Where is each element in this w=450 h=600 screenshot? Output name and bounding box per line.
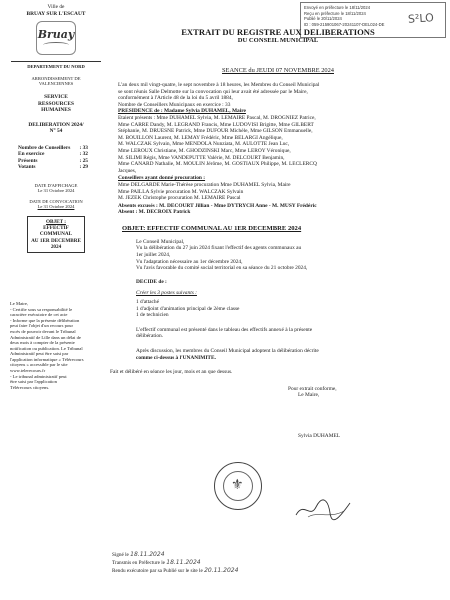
procuration-line: Mme PAILLA Sylvie procuration M. WALCZAK Sylvain <box>118 188 244 195</box>
presents-line: M. BOUILLON Laurent, M. LEMAY Frédéric, Mme BELARGI Angélique, <box>118 134 283 141</box>
main-column <box>110 4 446 440</box>
intro-line: se sont réunis Salle Delmotte sur la convocation qui leur avait été adressée par le Maire, <box>118 88 308 95</box>
effectif-line: délibération. <box>136 333 164 340</box>
presents-list <box>110 115 446 174</box>
maire-certification-line: l'application informatique « Télérecours <box>10 356 84 362</box>
presents-line: M. WALCZAK Sylvain, Mme MENDOLA Nunziata, M. AULOTTE Jean Luc, <box>118 141 290 148</box>
procuration-line: M. JEZEK Christophe procuration M. LEMAIRE Pascal <box>118 195 241 202</box>
maire-certification-line: www.telerecours.fr <box>10 368 46 374</box>
vote-row: Présents : 25 <box>18 157 88 164</box>
commune-name: BRUAY SUR L'ESCAUT <box>26 10 86 17</box>
deliberation-label: DELIBERATION 2024/ <box>28 121 84 128</box>
signe-row: Signé le 18.11.2024 <box>112 551 165 558</box>
maire-certification-line: notification ou publication. Le Tribunal <box>10 345 83 351</box>
adoption-line1: Après discussion, les membres du Conseil Municipal adoptent la délibération décrite <box>136 348 319 354</box>
considerants <box>110 239 446 272</box>
intro-line: L'an deux mil vingt-quatre, le sept novembre à 18 heures, les Membres du Conseil Municipal <box>118 82 320 88</box>
presents-line: Mme CANARD Nathalie, M. MOULIN Jérôme, M. GOSTIAUX Philippe, M. LECLERCQ <box>118 161 317 168</box>
procuration-line: Mme DELGARDE Marie-Thérèse procuration Mme DUHAMEL Sylvia, Maire <box>118 181 291 188</box>
document-subtitle: DU CONSEIL MUNICIPAL <box>237 37 319 44</box>
stamp-line: Envoyé en préfecture le 18/11/2024 <box>304 5 371 10</box>
procurations-list <box>110 182 446 202</box>
convocation-date: Le 31 Octobre 2024 <box>37 204 75 210</box>
service-line1: SERVICE <box>44 93 68 100</box>
considerant-line: Le Conseil Municipal, <box>136 238 185 245</box>
maire-certification-line: peut faire l'objet d'un recours pour <box>10 323 74 329</box>
votes-block <box>18 145 108 171</box>
maire-certification-line: excès de pouvoir devant le Tribunal <box>10 328 76 334</box>
maire-certification-line: caractère exécutoire de cet acte <box>10 312 68 318</box>
maire-certification-line: - Certifie sous sa responsabilité le <box>10 306 73 312</box>
poste-item: 1 d'adjoint d'animation principal de 2ème classe <box>136 305 240 312</box>
ville-label: Ville de <box>47 4 65 10</box>
presents-line: Mme CARRE Dandy, M. LEGRAND Francis, Mme LUDOVISI Brigitte, Mme GILBERT <box>118 121 314 128</box>
affichage-label: DATE D'AFFICHAGE <box>34 182 78 188</box>
effectif-paragraph <box>110 327 446 340</box>
vote-row: En exercice : 32 <box>18 151 88 158</box>
service-line2: RESSOURCES HUMAINES <box>38 100 74 114</box>
objet-box: OBJET : EFFECTIF COMMUNAL AU 1ER DECEMBRE 2024 <box>27 216 85 253</box>
maire-certification-line: citoyens » accessible par le site <box>10 362 68 368</box>
maire-certification-line: - Informe que la présente délibération <box>10 317 80 323</box>
commune-logo <box>36 21 76 55</box>
stamp-line: ID : 059-215901067-20241107-DEL024-DE <box>304 21 385 27</box>
affichage-date: Le 31 Octobre 2024 <box>37 188 75 194</box>
le-maire-label: Le Maire, <box>298 392 320 399</box>
maire-certification-line: Télérecours citoyens. <box>10 384 50 390</box>
adoption-line2: comme ci-dessus à l'UNANIMITE. <box>136 354 216 361</box>
deliberation-number: N° 54 <box>49 128 63 135</box>
convocation-label: DATE DE CONVOCATION <box>29 198 83 204</box>
absent-line: Absent : M. DECROIX Patrick <box>118 209 191 216</box>
considerant-line: Vu la délibération du 27 juin 2024 fixant l'effectif des agents communaux au <box>136 245 302 252</box>
stamp-line: Publié le 20/11/2024 <box>304 16 342 22</box>
document-title: EXTRAIT DU REGISTRE AUX DELIBERATIONS <box>181 27 375 37</box>
poste-item: 1 d'attaché <box>136 299 159 306</box>
presents-line: M. SILIMI Régis, Mme VANDEPUTTE Valérie, M. DELCOURT Benjamin, <box>118 154 285 161</box>
presents-line: Etaient présents : Mme DUHAMEL Sylvia, M. LEMAIRE Pascal, M. DROGNIEZ Patrice, <box>118 114 316 121</box>
seance-date: SEANCE du JEUDI 07 NOVEMBRE 2024 <box>221 67 334 74</box>
logo-text: Bruay <box>37 28 75 42</box>
considerant-line: Vu l'avis favorable du comité social territorial en sa séance du 21 octobre 2024, <box>136 265 308 272</box>
maire-certification-line: deux mois à compter de la présente <box>10 340 75 346</box>
handwritten-mark: S²LO <box>407 11 435 26</box>
intro-line: conformément à l'Article 48 de la loi du 5 avril 1884, <box>118 95 233 102</box>
signature-icon <box>294 497 352 521</box>
maire-certification <box>10 307 102 391</box>
maire-certification-line: Administratif de Lille dans un délai de <box>10 334 81 340</box>
arrondissement: ARRONDISSEMENT DE VALENCIENNES <box>31 75 81 87</box>
creer-label: Créer les 3 postes suivants : <box>136 290 197 297</box>
maire-title: Le Maire, <box>10 300 29 306</box>
presents-line: Jacques, <box>118 167 137 174</box>
presents-line: Mme LEROUX Christiane, M. GHODZINSKI Marc, Mme LEROY Véronique, <box>118 147 291 154</box>
absents-excuses: Absents excusés : M. DECOURT Jillian - Mme DYTRYCH Anne - M. MUSY Frédéric <box>118 202 317 209</box>
footer-dates <box>112 551 312 575</box>
procurations-label: Conseillers ayant donné procuration : <box>118 175 206 182</box>
intro-line: Nombre de Conseillers Municipaux en exercice : 33 <box>118 101 231 108</box>
decide-label: DECIDE de : <box>136 278 167 285</box>
fait-line: Fait et délibéré en séance les jour, mois et an que dessus. <box>110 369 233 376</box>
maire-certification-line: - Le tribunal administratif peut <box>10 373 67 379</box>
pour-extrait: Pour extrait conforme, <box>288 385 337 392</box>
publie-row: Rendu exécutoire par sa Publié sur le site le 20.11.2024 <box>112 567 239 574</box>
vote-row: Votants : 29 <box>18 164 88 171</box>
signataire-name: Sylvia DUHAMEL <box>298 432 341 439</box>
presidence-line: PRESIDENCE de : Madame Sylvia DUHAMEL, Maire <box>118 108 246 115</box>
transmis-row: Transmis en Préfecture le 18.11.2024 <box>112 559 201 566</box>
departement: DEPARTEMENT DU NORD <box>27 64 85 70</box>
effectif-line: L'effectif communal est présenté dans le tableau des effectifs annexé à la présente <box>136 326 313 333</box>
intro-paragraph <box>110 82 446 108</box>
stamp-line: Reçu en préfecture le 18/11/2024 <box>304 10 366 16</box>
presents-line: Stéphanie, M. DRUESNE Patrick, Mme DUFOUR Michèle, Mme GILSON Emmanuelle, <box>118 128 313 135</box>
maire-certification-line: être saisi par l'application <box>10 379 57 385</box>
vote-row: Nombre de Conseillers : 33 <box>18 144 88 151</box>
considerant-line: Vu l'adaptation nécessaire au 1er décembre 2024, <box>136 258 243 265</box>
maire-certification-line: Administratif peut être saisi par <box>10 351 69 357</box>
official-seal-icon: ⚜ <box>214 462 262 510</box>
objet-title: OBJET: EFFECTIF COMMUNAL AU 1ER DECEMBRE 2024 <box>122 224 302 232</box>
considerant-line: 1er juillet 2024, <box>136 252 171 259</box>
postes-list <box>110 299 446 319</box>
left-column <box>4 4 108 390</box>
poste-item: 1 de technicien <box>136 312 169 319</box>
